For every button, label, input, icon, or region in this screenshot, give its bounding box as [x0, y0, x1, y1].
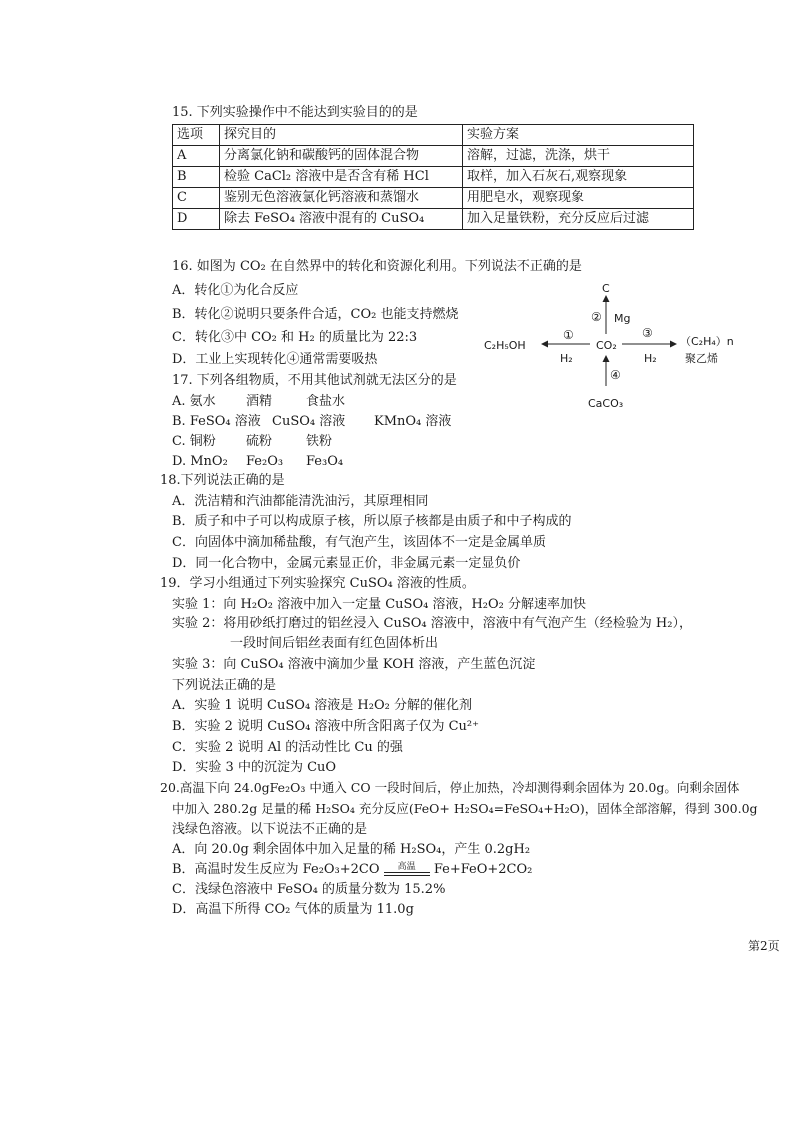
table-row [173, 188, 694, 209]
diagram-reagent-h2-right: H₂ [644, 352, 657, 365]
q17-option-c-3: 铁粉 [306, 434, 333, 449]
reaction-condition: 高温 [397, 862, 416, 872]
q17-option-c-2: 硫粉 [246, 434, 273, 449]
q17-option-d-3: Fe₃O₄ [306, 454, 344, 469]
q16-option-b: B．转化②说明只要条件合适，CO₂ 也能支持燃烧 [172, 307, 459, 322]
q18-option-d: D．同一化合物中，金属元素显正价，非金属元素一定显负价 [172, 556, 521, 571]
q18-option-a: A．洗洁精和汽油都能清洗油污，其原理相同 [172, 494, 429, 509]
q20-stem-line1: 20.高温下向 24.0gFe₂O₃ 中通入 CO 一段时间后，停止加热，冷却测得剩余固体为 20.0g。向剩余固体 [160, 780, 740, 795]
q17-option-b-3: KMnO₄ 溶液 [374, 414, 452, 429]
q17-option-d-2: Fe₂O₃ [246, 454, 284, 469]
table-cell: B [173, 167, 220, 188]
q17-option-a-1: A. 氨水 [172, 394, 216, 409]
reaction-condition-arrow [384, 863, 430, 876]
table-cell: 取样，加入石灰石,观察现象 [463, 167, 694, 188]
q18-option-c: C．向固体中滴加稀盐酸，有气泡产生，该固体不一定是金属单质 [172, 535, 546, 550]
q17-option-d-1: D. MnO₂ [172, 454, 228, 469]
diagram-label-3: ③ [642, 326, 653, 340]
diagram-node-polyethylene-name: 聚乙烯 [685, 352, 718, 365]
diagram-node-ethanol: C₂H₅OH [484, 339, 526, 352]
q18-stem: 18.下列说法正确的是 [160, 473, 285, 488]
table-cell: 加入足量铁粉，充分反应后过滤 [463, 209, 694, 230]
q18-option-b: B．质子和中子可以构成原子核，所以原子核都是由质子和中子构成的 [172, 514, 572, 529]
table-row [173, 146, 694, 167]
q17-option-b-1: B. FeSO₄ 溶液 [172, 414, 261, 429]
diagram-node-polyethylene: （C₂H₄）n [680, 335, 734, 348]
q15-table [172, 124, 694, 230]
diagram-label-1: ① [563, 328, 574, 342]
q19-exp1: 实验 1：向 H₂O₂ 溶液中加入一定量 CuSO₄ 溶液，H₂O₂ 分解速率加快 [172, 597, 586, 612]
q20-stem-line2: 中加入 280.2g 足量的稀 H₂SO₄ 充分反应(FeO+ H₂SO₄=FeSO₄+H₂O)，固体全部溶解，得到 300.0g [172, 801, 758, 816]
q20-stem-line3: 浅绿色溶液。以下说法不正确的是 [172, 822, 368, 837]
q19-stem: 19．学习小组通过下列实验探究 CuSO₄ 溶液的性质。 [160, 576, 475, 591]
table-cell: 分离氯化钠和碳酸钙的固体混合物 [220, 146, 463, 167]
q20-option-a: A．向 20.0g 剩余固体中加入足量的稀 H₂SO₄，产生 0.2gH₂ [172, 842, 531, 857]
diagram-node-c: C [602, 282, 610, 295]
q20-option-c: C．浅绿色溶液中 FeSO₄ 的质量分数为 15.2% [172, 882, 446, 897]
q17-stem: 17. 下列各组物质，不用其他试剂就无法区分的是 [172, 373, 457, 388]
q20-option-d: D．高温下所得 CO₂ 气体的质量为 11.0g [172, 902, 414, 917]
diagram-label-2: ② [591, 310, 602, 324]
q19-option-c: C．实验 2 说明 Al 的活动性比 Cu 的强 [172, 740, 403, 755]
table-cell: C [173, 188, 220, 209]
table-cell: 检验 CaCl₂ 溶液中是否含有稀 HCl [220, 167, 463, 188]
q19-option-a: A．实验 1 说明 CuSO₄ 溶液是 H₂O₂ 分解的催化剂 [172, 698, 472, 713]
equals-sign [384, 872, 430, 876]
diagram-node-caco3: CaCO₃ [588, 397, 624, 410]
table-cell: 用肥皂水，观察现象 [463, 188, 694, 209]
q16-stem: 16. 如图为 CO₂ 在自然界中的转化和资源化利用。下列说法不正确的是 [172, 259, 582, 274]
table-cell: 鉴别无色溶液氯化钙溶液和蒸馏水 [220, 188, 463, 209]
q19-exp3: 实验 3：向 CuSO₄ 溶液中滴加少量 KOH 溶液，产生蓝色沉淀 [172, 657, 536, 672]
table-row [173, 209, 694, 230]
diagram-node-co2: CO₂ [596, 339, 617, 352]
table-header-cell: 选项 [173, 125, 220, 146]
diagram-reagent-h2-left: H₂ [560, 352, 573, 365]
q20-option-b-products: Fe+FeO+2CO₂ [433, 862, 533, 877]
q19-option-d: D．实验 3 中的沉淀为 CuO [172, 760, 337, 775]
q16-option-a: A．转化①为化合反应 [172, 283, 299, 298]
page-number: 第2页 [748, 939, 780, 953]
q16-option-d: D．工业上实现转化④通常需要吸热 [172, 352, 378, 367]
q19-exp2-line1: 实验 2：将用砂纸打磨过的铝丝浸入 CuSO₄ 溶液中，溶液中有气泡产生（经检验为 H₂）， [172, 616, 692, 631]
q20-option-b [172, 861, 532, 879]
q15-stem: 15. 下列实验操作中不能达到实验目的的是 [172, 105, 418, 120]
diagram-label-4: ④ [610, 368, 621, 382]
q19-ask: 下列说法正确的是 [172, 678, 277, 693]
q17-option-c-1: C. 铜粉 [172, 434, 216, 449]
table-cell: D [173, 209, 220, 230]
diagram-reagent-mg: Mg [614, 312, 631, 325]
q19-exp2-line2: 一段时间后铝丝表面有红色固体析出 [230, 636, 439, 651]
q17-option-a-3: 食盐水 [306, 394, 346, 409]
table-cell: A [173, 146, 220, 167]
co2-conversion-diagram [480, 282, 780, 412]
table-cell: 除去 FeSO₄ 溶液中混有的 CuSO₄ [220, 209, 463, 230]
table-cell: 溶解，过滤，洗涤，烘干 [463, 146, 694, 167]
q17-option-b-2: CuSO₄ 溶液 [272, 414, 346, 429]
table-row [173, 125, 694, 146]
table-header-cell: 探究目的 [220, 125, 463, 146]
table-row [173, 167, 694, 188]
q16-option-c: C．转化③中 CO₂ 和 H₂ 的质量比为 22:3 [172, 330, 418, 345]
q20-option-b-reactants: B．高温时发生反应为 Fe₂O₃+2CO [172, 862, 380, 877]
q19-option-b: B．实验 2 说明 CuSO₄ 溶液中所含阳离子仅为 Cu²⁺ [172, 719, 479, 734]
table-header-cell: 实验方案 [463, 125, 694, 146]
q17-option-a-2: 酒精 [246, 394, 273, 409]
